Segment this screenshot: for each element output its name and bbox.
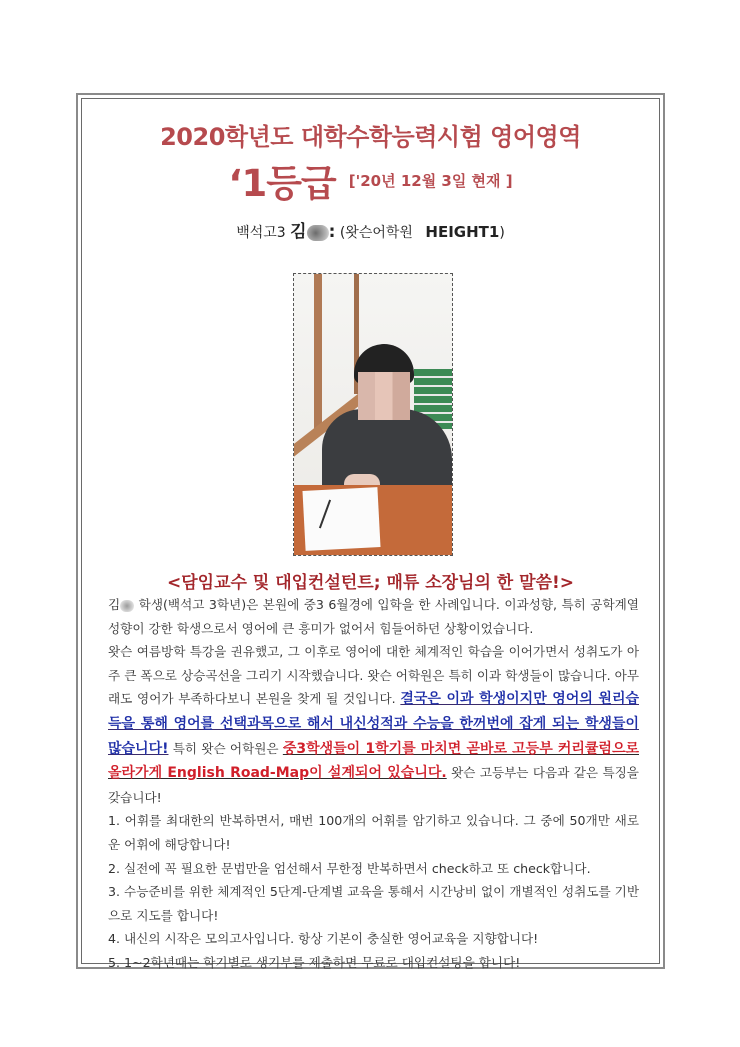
p2-text-b: 특히 왓슨 어학원은 bbox=[172, 740, 279, 756]
p1-text: 학생(백석고 3학년)은 본원에 중3 6월경에 입학을 한 사례입니다. 이과성향, 특히 공학계열 성향이 강한 학생으로서 영어에 큰 흥미가 없어서 힘들어하던 상황이었습니다. bbox=[108, 597, 639, 636]
grade-date: ['20년 12월 3일 현재 ] bbox=[348, 171, 513, 190]
document-border bbox=[76, 93, 665, 969]
document-inner-border bbox=[81, 98, 660, 970]
photo-paper bbox=[302, 487, 380, 551]
student-info bbox=[82, 217, 659, 242]
grade-label: ‘1등급 bbox=[228, 162, 336, 205]
name-blur-mask bbox=[307, 225, 329, 241]
paragraph-1 bbox=[102, 593, 639, 640]
p2-highlight-red: 중3학생들이 1학기를 마치면 곧바로 고등부 커리큘럼으로 올라가게 English Road-Map이 설계되어 있습니다. bbox=[108, 740, 639, 782]
student-name-suffix: : bbox=[328, 222, 336, 242]
p2-text-c: 왓슨 고등부는 다음과 같은 특징을 갖습니다! bbox=[108, 765, 639, 805]
feature-item: 1. 어휘를 최대한의 반복하면서, 매번 100개의 어휘를 암기하고 있습니다. 그 중에 50개만 새로운 어휘에 해당합니다! bbox=[108, 813, 639, 852]
paragraph-2 bbox=[102, 640, 639, 809]
p2-text-a: 왓슨 여름방학 특강을 권유했고, 그 이후로 영어에 대한 체계적인 학습을 이어가면서 성취도가 아주 큰 폭으로 상승곡선을 그리기 시작했습니다. 왓슨 어학원은 특히 이과 학생들이 많습니다. 아무래도 영어가 부족하다보니 본원을 찾게 될 것입니다. bbox=[108, 644, 639, 707]
grade-row bbox=[82, 153, 659, 207]
p1-name: 김 bbox=[108, 597, 121, 612]
feature-item: 2. 실전에 꼭 필요한 문법만을 엄선해서 무한정 반복하면서 check하고 또 check합니다. bbox=[108, 860, 591, 876]
student-class: HEIGHT1 bbox=[425, 223, 500, 241]
section-heading: <담임교수 및 대입컨설턴트; 매튜 소장님의 한 말씀!> bbox=[167, 573, 574, 593]
student-photo bbox=[293, 273, 453, 556]
photo-blurred-face bbox=[358, 372, 410, 420]
student-school: 백석고3 bbox=[236, 225, 286, 241]
feature-item: 5. 1~2학년때는 학기별로 생기부를 제출하면 무료로 대입컨설팅을 합니다! bbox=[108, 954, 521, 970]
photo-wood-frame bbox=[314, 274, 322, 434]
feature-item: 4. 내신의 시작은 모의고사입니다. 항상 기본이 충실한 영어교육을 지향합니다! bbox=[108, 931, 539, 947]
document-title: 2020학년도 대학수학능력시험 영어영역 bbox=[160, 123, 581, 151]
student-academy: (왓슨어학원 bbox=[339, 225, 413, 241]
feature-item: 3. 수능준비를 위한 체계적인 5단계-단계별 교육을 통해서 시간낭비 없이 개별적인 성취도를 기반으로 지도를 합니다! bbox=[108, 884, 639, 923]
body-text bbox=[102, 593, 639, 975]
student-close-paren: ) bbox=[499, 225, 505, 241]
p2-highlight-blue: 결국은 이과 학생이지만 영어의 원리습득을 통해 영어를 선택과목으로 해서 내신성적과 수능을 한꺼번에 잡게 되는 학생들이 많습니다! bbox=[108, 691, 639, 757]
name-blur-mask-small bbox=[120, 600, 134, 612]
student-name: 김 bbox=[290, 222, 307, 242]
